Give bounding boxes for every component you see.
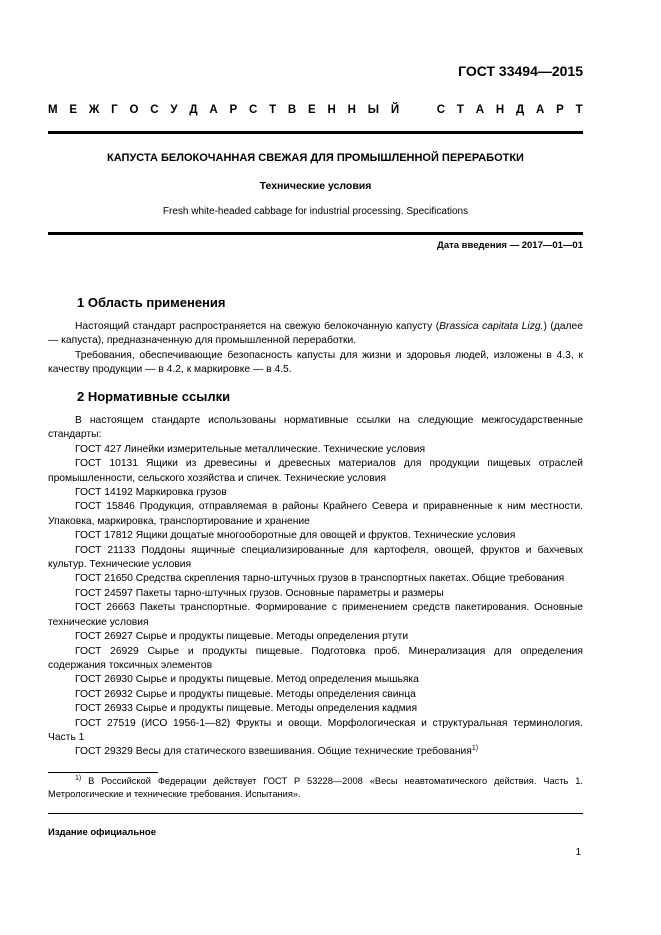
banner-letter: О	[129, 104, 139, 116]
banner-letter: У	[170, 104, 178, 116]
reference-item: ГОСТ 27519 (ИСО 1956-1—82) Фрукты и овощи. Морфологическая и структуральная терминология. Часть 1	[48, 717, 583, 743]
reference-item: ГОСТ 26932 Сырье и продукты пищевые. Методы определения свинца	[75, 688, 416, 700]
banner-letter: Н	[327, 104, 336, 116]
section-1-paragraph-1: Настоящий стандарт распространяется на свежую белокочанную капусту (Brassica capitata Lizg.) (далее — капуста), предназначенную для промышленной переработки.	[48, 321, 583, 347]
standard-title-english: Fresh white-headed cabbage for industrial processing. Specifications	[162, 206, 469, 217]
reference-list	[48, 443, 583, 746]
reference-item-last: ГОСТ 29329 Весы для статического взвешивания. Общие технические требования$^{1)}$	[75, 745, 479, 758]
banner-letter: Е	[308, 104, 316, 116]
reference-item: ГОСТ 26929 Сырье и продукты пищевые. Подготовка проб. Минерализация для определения содержания токсичных элементов	[48, 645, 583, 671]
standard-subtitle: Технические условия	[259, 180, 372, 192]
banner-letter: Д	[189, 104, 198, 116]
reference-item: ГОСТ 21650 Средства скрепления тарно-штучных грузов в транспортных пакетах. Общие требования	[75, 573, 565, 585]
section-2-heading: 2 Нормативные ссылки	[77, 389, 231, 404]
document-number: ГОСТ 33494—2015	[458, 63, 583, 79]
reference-item: ГОСТ 427 Линейки измерительные металлические. Технические условия	[75, 443, 426, 455]
section-1-paragraph-2: Требования, обеспечивающие безопасность капусты для жизни и здоровья людей, изложены в 4.3, к качеству продукции — в 4.2, к маркировке — в 4.5.	[48, 349, 583, 376]
footnote-rule	[48, 772, 158, 773]
reference-item: ГОСТ 26933 Сырье и продукты пищевые. Методы определения кадмия	[75, 703, 418, 715]
reference-item: ГОСТ 26927 Сырье и продукты пищевые. Методы определения ртути	[75, 631, 409, 643]
footer-rule	[48, 813, 583, 814]
banner-letter: Т	[575, 104, 583, 116]
banner-letter: С	[150, 104, 159, 116]
banner-letter: А	[209, 104, 218, 116]
reference-item: ГОСТ 24597 Пакеты тарно-штучных грузов. Основные параметры и размеры	[75, 587, 444, 599]
banner-letter: Н	[347, 104, 356, 116]
standard-title: КАПУСТА БЕЛОКОЧАННАЯ СВЕЖАЯ ДЛЯ ПРОМЫШЛЕННОЙ ПЕРЕРАБОТКИ	[107, 152, 524, 164]
footnote-number: 1)	[75, 775, 82, 782]
reference-item: ГОСТ 15846 Продукция, отправляемая в районы Крайнего Севера и приравненные к ним местности. Упаковка, маркировка, транспортирование и хранение	[48, 501, 583, 527]
reference-item: ГОСТ 10131 Ящики из древесины и древесных материалов для продукции пищевых отраслей промышленности, сельского хозяйства и спичек. Технические условия	[48, 458, 583, 484]
banner-letter: Г	[111, 104, 118, 116]
banner-letter: Т	[269, 104, 277, 116]
banner-letter: А	[475, 104, 485, 116]
banner-letter: А	[535, 104, 545, 116]
banner-letter: Ж	[88, 104, 100, 116]
section-1-body	[48, 320, 583, 378]
banner-letter: Й	[390, 104, 400, 116]
reference-item: ГОСТ 26663 Пакеты транспортные. Формирование с применением средств пакетирования. Основные технические условия	[48, 602, 583, 628]
section-2-intro: В настоящем стандарте использованы нормативные ссылки на следующие межгосударственные стандарты:	[48, 415, 583, 441]
footnote: $^{1)}$ В Российской Федерации действует ГОСТ Р 53228—2008 «Весы неавтоматического действия. Часть 1. Метрологические и технические требования. Испытания».	[48, 775, 583, 799]
reference-item: ГОСТ 14192 Маркировка грузов	[75, 487, 227, 499]
banner-letter: Ы	[367, 104, 380, 116]
banner-letter: В	[287, 104, 297, 116]
banner-letter: М	[48, 104, 58, 116]
reference-item: ГОСТ 17812 Ящики дощатые многооборотные для овощей и фруктов. Технические условия	[75, 530, 516, 542]
official-edition-label: Издание официальное	[48, 827, 156, 838]
banner-letter: Т	[456, 104, 464, 116]
footnote-marker: 1)	[471, 745, 479, 753]
title-rule	[48, 232, 583, 235]
latin-name: Brassica capitata Lizg.	[439, 321, 544, 332]
banner-letter: Е	[69, 104, 78, 116]
banner-letter	[411, 104, 425, 116]
banner-letter: Д	[515, 104, 525, 116]
section-2-body	[48, 414, 583, 760]
banner-letter: С	[436, 104, 446, 116]
interstate-standard-banner	[48, 104, 583, 116]
introduction-date: Дата введения — 2017—01—01	[437, 240, 583, 251]
page-number: 1	[575, 847, 581, 858]
reference-item: ГОСТ 21133 Поддоны ящичные специализированные для картофеля, овощей, фруктов и бахчевых культур. Технические условия	[48, 544, 583, 571]
section-1-heading: 1 Область применения	[77, 295, 226, 310]
header-rule	[48, 131, 583, 134]
banner-letter: Р	[229, 104, 238, 116]
banner-letter: Н	[495, 104, 505, 116]
reference-item: ГОСТ 26930 Сырье и продукты пищевые. Метод определения мышьяка	[75, 674, 419, 686]
banner-letter: Р	[556, 104, 564, 116]
banner-letter: С	[248, 104, 258, 116]
